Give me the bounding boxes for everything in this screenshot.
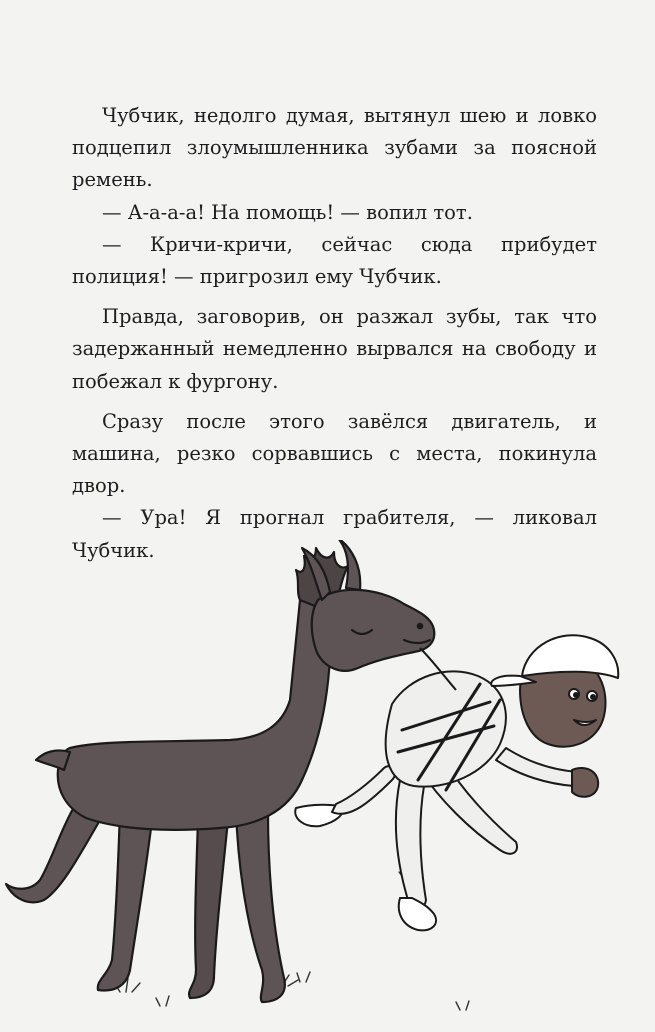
llama-front-leg-back <box>189 820 228 998</box>
paragraph-5: Сразу после этого завёлся двигатель, и машина, резко сорвавшись с места, покинула двор. <box>72 409 597 498</box>
llama-hind-leg <box>98 810 152 990</box>
paragraph-6: — Ура! Я прогнал грабителя, — ликовал Чубчик. <box>72 506 597 562</box>
robber-leg-front <box>396 780 426 909</box>
paragraph-4: Правда, заговорив, он разжал зубы, так что задержанный немедленно вырвался на свободу и побежал к фургону. <box>72 305 597 393</box>
robber-shoe-front <box>399 898 436 930</box>
llama-torso <box>58 574 331 830</box>
llama <box>6 540 434 1002</box>
paragraph-2: — А-а-а-а! На помощь! — вопил тот. <box>102 200 473 224</box>
llama-and-robber-illustration <box>0 540 655 1032</box>
robber-leg-kick <box>332 766 395 814</box>
paragraph-1: Чубчик, недолго думая, вытянул шею и ловко подцепил злоумышленника зубами за поясной ремень. <box>72 104 597 192</box>
llama-front-leg-front <box>236 810 285 1002</box>
llama-tail <box>36 750 70 770</box>
robber-fist <box>572 768 598 797</box>
robber <box>295 635 618 930</box>
story-text <box>72 100 597 567</box>
paragraph-3: — Кричи-кричи, сейчас сюда прибудет полиция! — пригрозил ему Чубчик. <box>72 232 597 289</box>
robber-cap <box>522 635 618 678</box>
